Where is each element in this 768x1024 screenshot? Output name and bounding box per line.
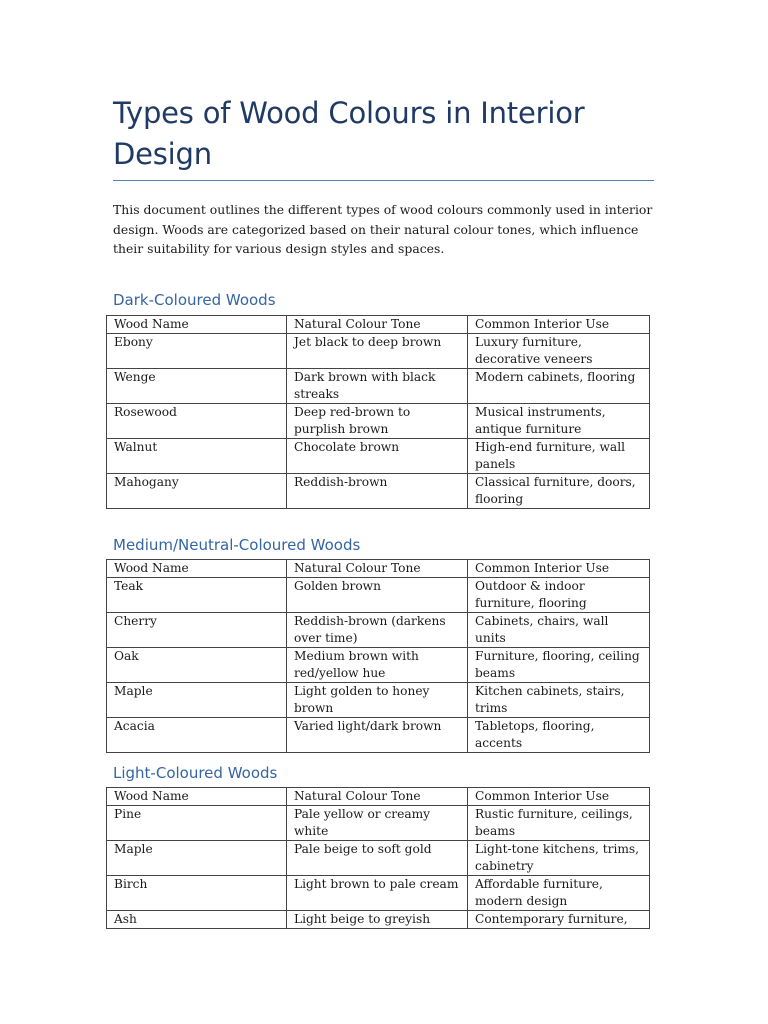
table-row [107, 876, 650, 911]
colour-tone-cell: Golden brown [287, 578, 468, 613]
table-row [107, 683, 650, 718]
column-header-colour-tone: Natural Colour Tone [287, 788, 468, 806]
colour-tone-cell: Pale yellow or creamy white [287, 806, 468, 841]
colour-tone-cell: Light brown to pale cream [287, 876, 468, 911]
interior-use-cell: Musical instruments, antique furniture [468, 404, 650, 439]
wood-name-cell: Birch [107, 876, 287, 911]
table-light-woods [106, 787, 650, 929]
interior-use-cell: Contemporary furniture, [468, 911, 650, 929]
table-header-row [107, 560, 650, 578]
wood-name-cell: Maple [107, 841, 287, 876]
table-row [107, 806, 650, 841]
table-header-row [107, 316, 650, 334]
colour-tone-cell: Light beige to greyish [287, 911, 468, 929]
colour-tone-cell: Medium brown with red/yellow hue [287, 648, 468, 683]
interior-use-cell: Affordable furniture, modern design [468, 876, 650, 911]
interior-use-cell: Outdoor & indoor furniture, flooring [468, 578, 650, 613]
interior-use-cell: Furniture, flooring, ceiling beams [468, 648, 650, 683]
colour-tone-cell: Light golden to honey brown [287, 683, 468, 718]
table-header-row [107, 788, 650, 806]
interior-use-cell: Modern cabinets, flooring [468, 369, 650, 404]
section-heading-dark-woods: Dark-Coloured Woods [113, 291, 276, 309]
interior-use-cell: Luxury furniture, decorative veneers [468, 334, 650, 369]
wood-name-cell: Teak [107, 578, 287, 613]
column-header-colour-tone: Natural Colour Tone [287, 560, 468, 578]
table-row [107, 718, 650, 753]
column-header-wood-name: Wood Name [107, 316, 287, 334]
table-row [107, 648, 650, 683]
section-heading-light-woods: Light-Coloured Woods [113, 764, 278, 782]
wood-name-cell: Maple [107, 683, 287, 718]
column-header-colour-tone: Natural Colour Tone [287, 316, 468, 334]
wood-name-cell: Walnut [107, 439, 287, 474]
column-header-interior-use: Common Interior Use [468, 316, 650, 334]
interior-use-cell: Classical furniture, doors, flooring [468, 474, 650, 509]
table-row [107, 404, 650, 439]
table-medium-woods [106, 559, 650, 753]
interior-use-cell: High-end furniture, wall panels [468, 439, 650, 474]
interior-use-cell: Rustic furniture, ceilings, beams [468, 806, 650, 841]
intro-paragraph: This document outlines the different types of wood colours commonly used in interior design. Woods are categorized based on their natural colour tones, which influence their suitability for various design styles and spaces. [113, 202, 653, 256]
table-row [107, 474, 650, 509]
table-row [107, 439, 650, 474]
table-dark-woods [106, 315, 650, 509]
wood-name-cell: Wenge [107, 369, 287, 404]
wood-name-cell: Ebony [107, 334, 287, 369]
column-header-wood-name: Wood Name [107, 560, 287, 578]
colour-tone-cell: Dark brown with black streaks [287, 369, 468, 404]
wood-name-cell: Acacia [107, 718, 287, 753]
colour-tone-cell: Reddish-brown [287, 474, 468, 509]
colour-tone-cell: Deep red-brown to purplish brown [287, 404, 468, 439]
table-row [107, 334, 650, 369]
wood-name-cell: Pine [107, 806, 287, 841]
column-header-wood-name: Wood Name [107, 788, 287, 806]
colour-tone-cell: Reddish-brown (darkens over time) [287, 613, 468, 648]
colour-tone-cell: Chocolate brown [287, 439, 468, 474]
table-row [107, 613, 650, 648]
wood-name-cell: Cherry [107, 613, 287, 648]
interior-use-cell: Cabinets, chairs, wall units [468, 613, 650, 648]
colour-tone-cell: Pale beige to soft gold [287, 841, 468, 876]
table-row [107, 911, 650, 929]
wood-name-cell: Mahogany [107, 474, 287, 509]
document-title: Types of Wood Colours in Interior Design [113, 96, 585, 171]
interior-use-cell: Tabletops, flooring, accents [468, 718, 650, 753]
table-row [107, 369, 650, 404]
interior-use-cell: Kitchen cabinets, stairs, trims [468, 683, 650, 718]
section-heading-medium-woods: Medium/Neutral-Coloured Woods [113, 536, 361, 554]
table-row [107, 841, 650, 876]
wood-name-cell: Rosewood [107, 404, 287, 439]
wood-name-cell: Oak [107, 648, 287, 683]
wood-name-cell: Ash [107, 911, 287, 929]
column-header-interior-use: Common Interior Use [468, 560, 650, 578]
colour-tone-cell: Jet black to deep brown [287, 334, 468, 369]
table-row [107, 578, 650, 613]
interior-use-cell: Light-tone kitchens, trims, cabinetry [468, 841, 650, 876]
colour-tone-cell: Varied light/dark brown [287, 718, 468, 753]
column-header-interior-use: Common Interior Use [468, 788, 650, 806]
title-underline [113, 180, 654, 181]
